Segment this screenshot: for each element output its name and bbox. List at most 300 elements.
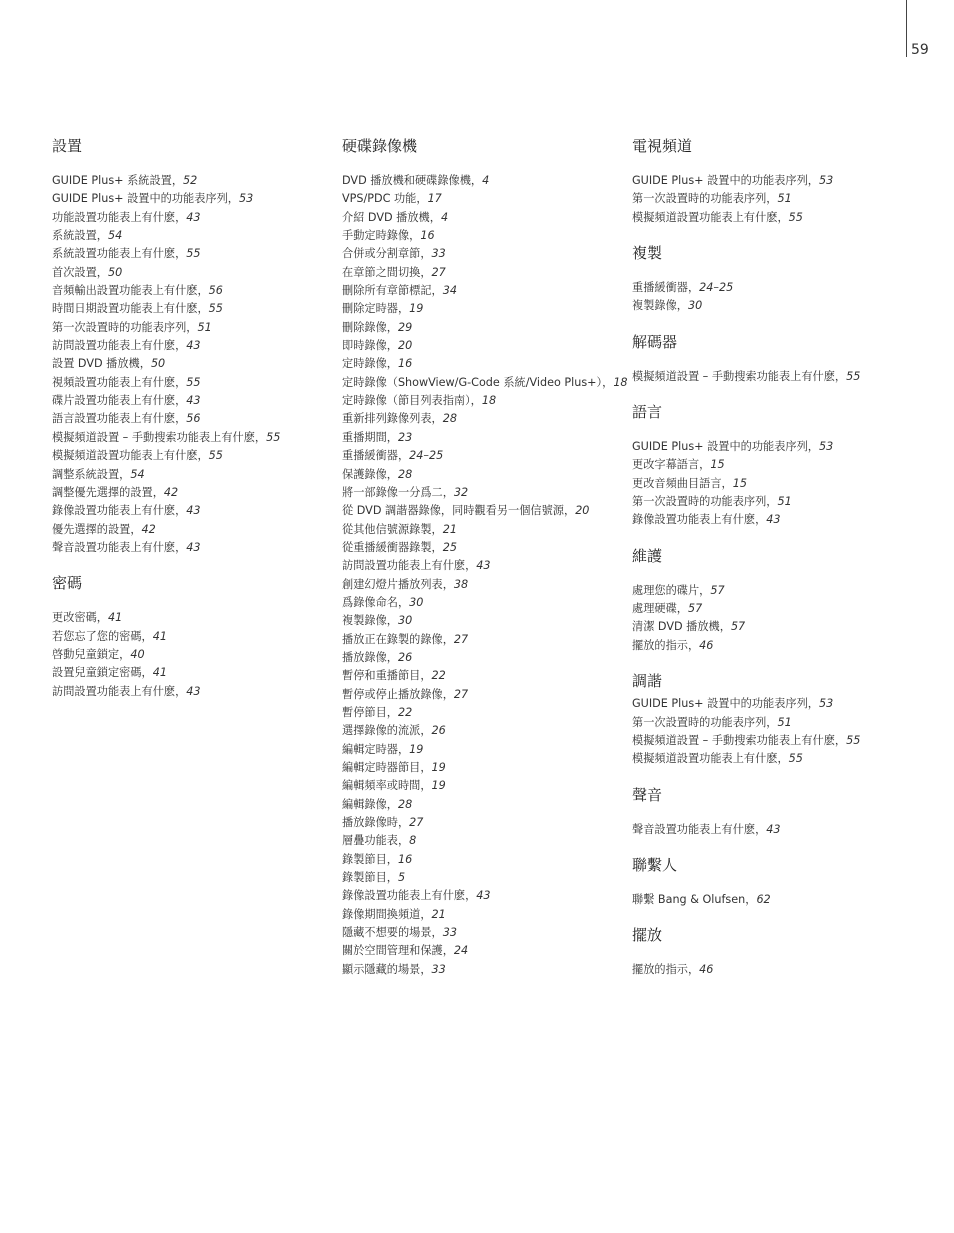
index-entry: [342, 942, 622, 960]
entry-text: 介紹 DVD 播放機，: [342, 210, 441, 224]
index-entry: [632, 297, 932, 315]
entry-page-ref: 55: [788, 752, 803, 766]
entry-text: 暫停和重播節目，: [342, 669, 432, 683]
entry-page-ref: 29: [397, 320, 413, 334]
entry-page-ref: 62: [756, 892, 771, 906]
index-entry: [632, 456, 932, 474]
entry-text: 複製錄像，: [632, 299, 688, 313]
entry-page-ref: 43: [186, 504, 201, 518]
entry-page-ref: 56: [186, 412, 201, 426]
index-entry: [52, 209, 332, 227]
entry-text: 語言設置功能表上有什麽，: [52, 412, 187, 426]
entry-page-ref: 20: [397, 339, 413, 353]
section-heading: 擺放: [632, 926, 663, 945]
index-entry: [632, 279, 932, 297]
entry-text: 模擬頻道設置 – 手動搜索功能表上有什麽，: [52, 430, 267, 444]
entry-page-ref: 26: [431, 724, 446, 738]
entry-text: 爲錄像命名，: [342, 595, 410, 609]
entry-text: 系統設置功能表上有什麽，: [52, 247, 187, 261]
entry-text: 第一次設置時的功能表序列，: [632, 495, 778, 509]
entry-page-ref: 20: [575, 504, 590, 518]
entry-list: [632, 961, 932, 979]
index-entry: [342, 576, 622, 594]
entry-text: 調整系統設置，: [52, 467, 131, 481]
index-entry: [342, 172, 622, 190]
entry-page-ref: 38: [453, 577, 469, 591]
index-entry: [342, 796, 622, 814]
index-entry: [342, 410, 622, 428]
entry-text: 擺放的指示，: [632, 963, 700, 977]
entry-text: GUIDE Plus+ 設置中的功能表序列，: [632, 174, 819, 187]
entry-text: 擺放的指示，: [632, 638, 700, 652]
index-entry: [342, 484, 622, 502]
entry-page-ref: 24: [453, 944, 469, 958]
index-entry: [52, 374, 332, 392]
index-entry: [52, 447, 332, 465]
index-entry: [52, 172, 332, 190]
entry-page-ref: 23: [397, 430, 413, 444]
entry-text: 從其他信號源錄製，: [342, 522, 443, 536]
entry-page-ref: 53: [818, 174, 834, 187]
entry-page-ref: 24–25: [409, 449, 444, 463]
index-entry: [342, 759, 622, 777]
entry-text: 編輯頻率或時間，: [342, 779, 432, 793]
entry-text: 處理您的碟片，: [632, 583, 711, 597]
index-entry: [342, 466, 622, 484]
index-entry: [342, 851, 622, 869]
index-entry: [52, 282, 332, 300]
entry-text: 定時錄像（節目列表指南），: [342, 394, 482, 408]
entry-page-ref: 46: [699, 638, 714, 652]
entry-text: GUIDE Plus+ 設置中的功能表序列，: [632, 440, 819, 454]
entry-page-ref: 15: [732, 476, 747, 490]
entry-page-ref: 33: [431, 247, 446, 261]
entry-text: 編輯錄像，: [342, 797, 398, 811]
entry-text: 第一次設置時的功能表序列，: [52, 320, 198, 334]
entry-page-ref: 43: [766, 513, 781, 527]
entry-page-ref: 19: [431, 761, 446, 774]
index-entry: [342, 190, 622, 208]
entry-page-ref: 30: [687, 299, 703, 313]
index-entry: [342, 741, 622, 759]
index-entry: [342, 557, 622, 575]
entry-page-ref: 51: [777, 192, 792, 206]
entry-text: 複製錄像，: [342, 614, 398, 628]
entry-text: 更改密碼，: [52, 611, 108, 625]
entry-text: 播放錄像，: [342, 650, 398, 664]
index-section: [632, 785, 932, 839]
entry-list: [52, 609, 332, 701]
entry-page-ref: 43: [186, 339, 201, 353]
entry-page-ref: 27: [409, 816, 424, 830]
entry-page-ref: 43: [476, 889, 491, 903]
entry-page-ref: 21: [442, 522, 457, 536]
entry-text: 選擇錄像的流派，: [342, 724, 432, 738]
index-entry: [342, 447, 622, 465]
index-entry: [632, 732, 932, 750]
entry-text: 刪除定時器，: [342, 302, 410, 316]
section-heading: 設置: [52, 137, 83, 155]
index-section: [632, 136, 932, 227]
index-section: [52, 136, 332, 557]
entry-text: 聲音設置功能表上有什麽，: [632, 822, 767, 836]
entry-list: [632, 695, 932, 768]
entry-text: 在章節之間切換，: [342, 265, 432, 279]
entry-page-ref: 55: [208, 449, 223, 463]
entry-page-ref: 42: [163, 485, 179, 499]
entry-text: 錄像設置功能表上有什麽，: [632, 513, 767, 527]
index-entry: [632, 172, 932, 190]
entry-text: 重新排列錄像列表，: [342, 412, 443, 426]
entry-text: GUIDE Plus+ 設置中的功能表序列，: [52, 192, 239, 206]
page-corner-rule: [906, 0, 907, 57]
index-section: [632, 855, 932, 909]
entry-text: 更改字幕語言，: [632, 458, 711, 472]
entry-page-ref: 54: [130, 467, 145, 481]
section-heading: 複製: [632, 244, 663, 263]
entry-text: 從 DVD 調諧器錄像，同時觀看另一個信號源，: [342, 504, 576, 518]
entry-text: 設置 DVD 播放機，: [52, 357, 151, 371]
index-entry: [342, 227, 622, 245]
entry-text: 暫停節目，: [342, 705, 398, 719]
index-entry: [52, 190, 332, 208]
entry-page-ref: 55: [266, 430, 281, 444]
index-entry: [342, 429, 622, 447]
entry-page-ref: 24–25: [699, 281, 734, 295]
index-entry: [52, 539, 332, 557]
index-section: [52, 573, 332, 701]
entry-page-ref: 57: [730, 620, 746, 634]
index-entry: [342, 869, 622, 887]
entry-text: 第一次設置時的功能表序列，: [632, 192, 778, 206]
index-entry: [342, 924, 622, 942]
entry-text: 從重播緩衝器錄製，: [342, 540, 443, 554]
entry-page-ref: 19: [409, 302, 424, 316]
entry-page-ref: 30: [397, 614, 413, 628]
entry-text: 系統設置，: [52, 229, 108, 243]
index-entry: [52, 410, 332, 428]
entry-page-ref: 28: [442, 412, 457, 426]
section-heading: 硬碟錄像機: [342, 137, 418, 155]
index-entry: [342, 814, 622, 832]
entry-page-ref: 43: [186, 684, 201, 698]
entry-page-ref: 18: [481, 394, 497, 408]
entry-page-ref: 41: [152, 666, 167, 680]
entry-page-ref: 19: [431, 779, 446, 793]
index-section: [632, 671, 932, 768]
entry-text: 重播緩衝器，: [632, 281, 700, 295]
entry-list: [632, 368, 932, 386]
index-entry: [52, 683, 332, 701]
entry-text: 顯示隱藏的場景，: [342, 962, 432, 976]
index-entry: [632, 695, 932, 713]
index-entry: [342, 374, 628, 392]
section-heading: 維護: [632, 546, 663, 565]
index-section: [632, 546, 932, 655]
entry-page-ref: 50: [107, 265, 123, 279]
index-section: [342, 136, 628, 979]
entry-text: DVD 播放機和硬碟錄像機，: [342, 174, 483, 187]
entry-text: 即時錄像，: [342, 339, 398, 353]
entry-text: 創建幻燈片播放列表，: [342, 577, 454, 591]
entry-page-ref: 19: [409, 742, 424, 756]
entry-page-ref: 55: [208, 302, 223, 316]
index-column-3: [632, 136, 932, 996]
index-entry: [52, 245, 332, 263]
index-entry: [632, 511, 932, 529]
entry-text: 層疊功能表，: [342, 834, 410, 848]
entry-text: 處理硬碟，: [632, 602, 688, 616]
entry-text: 更改音頻曲目語言，: [632, 476, 733, 490]
entry-text: 重播緩衝器，: [342, 449, 410, 463]
entry-text: 功能設置功能表上有什麽，: [52, 210, 187, 224]
index-entry: [342, 300, 622, 318]
entry-page-ref: 28: [397, 467, 413, 481]
index-entry: [342, 722, 622, 740]
entry-page-ref: 51: [777, 495, 792, 509]
index-entry: [52, 429, 332, 447]
entry-text: 模擬頻道設置功能表上有什麽，: [632, 210, 789, 224]
entry-text: 關於空間管理和保護，: [342, 944, 454, 958]
entry-page-ref: 53: [818, 697, 834, 711]
entry-page-ref: 41: [152, 629, 167, 643]
entry-text: 優先選擇的設置，: [52, 522, 142, 536]
entry-page-ref: 18: [613, 375, 628, 389]
index-entry: [632, 714, 932, 732]
entry-page-ref: 22: [431, 669, 446, 683]
entry-list: [632, 172, 932, 227]
entry-text: 定時錄像（ShowView/G-Code 系統/Video Plus+），: [342, 375, 614, 389]
entry-page-ref: 46: [699, 963, 714, 977]
index-entry: [632, 493, 932, 511]
entry-text: 重播期間，: [342, 430, 398, 444]
entry-page-ref: 27: [453, 687, 469, 701]
entry-text: 碟片設置功能表上有什麽，: [52, 394, 187, 408]
entry-page-ref: 16: [420, 229, 435, 243]
entry-text: 訪問設置功能表上有什麽，: [52, 339, 187, 353]
entry-page-ref: 50: [150, 357, 166, 371]
page-number: 59: [911, 42, 929, 58]
index-entry: [632, 190, 932, 208]
index-entry: [342, 887, 622, 905]
index-entry: [52, 227, 332, 245]
entry-page-ref: 43: [476, 559, 491, 573]
entry-text: 刪除所有章節標記，: [342, 284, 443, 298]
entry-text: 設置兒童鎖定密碼，: [52, 666, 153, 680]
entry-text: 模擬頻道設置 – 手動搜索功能表上有什麽，: [632, 369, 847, 383]
entry-page-ref: 15: [710, 458, 725, 472]
index-entry: [632, 438, 932, 456]
index-entry: [342, 264, 622, 282]
section-heading: 解碼器: [632, 332, 678, 351]
entry-text: 錄像設置功能表上有什麽，: [52, 504, 187, 518]
index-entry: [52, 502, 332, 520]
index-column-2: [342, 136, 628, 995]
index-entry: [52, 392, 332, 410]
entry-page-ref: 30: [409, 595, 424, 609]
index-section: [632, 243, 932, 316]
index-entry: [342, 594, 622, 612]
entry-text: 定時錄像，: [342, 357, 398, 371]
entry-page-ref: 51: [197, 320, 212, 334]
entry-page-ref: 21: [431, 907, 446, 921]
entry-page-ref: 43: [766, 822, 781, 836]
entry-page-ref: 34: [442, 284, 457, 298]
index-section: [632, 925, 932, 979]
entry-page-ref: 8: [409, 834, 417, 848]
entry-page-ref: 55: [788, 210, 803, 224]
index-entry: [52, 646, 332, 664]
index-entry: [342, 539, 622, 557]
entry-text: 播放錄像時，: [342, 816, 410, 830]
entry-page-ref: 53: [818, 440, 834, 454]
entry-page-ref: 43: [186, 394, 201, 408]
entry-page-ref: 33: [442, 926, 457, 940]
entry-text: 第一次設置時的功能表序列，: [632, 715, 778, 729]
entry-page-ref: 40: [130, 647, 145, 661]
entry-page-ref: 26: [397, 650, 413, 664]
section-heading: 聲音: [632, 785, 663, 804]
entry-page-ref: 27: [431, 265, 446, 279]
index-entry: [342, 319, 622, 337]
entry-text: 首次設置，: [52, 265, 108, 279]
entry-text: 清潔 DVD 播放機，: [632, 620, 731, 634]
entry-page-ref: 25: [442, 540, 457, 554]
index-entry: [342, 704, 622, 722]
index-entry: [342, 649, 622, 667]
entry-list: [632, 582, 932, 655]
index-entry: [342, 502, 622, 520]
entry-page-ref: 55: [846, 369, 861, 383]
entry-text: 模擬頻道設置功能表上有什麽，: [52, 449, 209, 463]
entry-text: 隱藏不想要的場景，: [342, 926, 443, 940]
entry-text: GUIDE Plus+ 設置中的功能表序列，: [632, 697, 819, 711]
entry-text: 視頻設置功能表上有什麽，: [52, 375, 187, 389]
index-entry: [52, 484, 332, 502]
index-entry: [52, 264, 332, 282]
entry-page-ref: 52: [183, 174, 198, 187]
index-entry: [632, 600, 932, 618]
entry-page-ref: 22: [397, 705, 413, 719]
index-entry: [632, 891, 932, 909]
entry-text: 錄像設置功能表上有什麽，: [342, 889, 477, 903]
index-entry: [632, 750, 932, 768]
entry-text: 模擬頻道設置功能表上有什麽，: [632, 752, 789, 766]
section-heading: 密碼: [52, 574, 83, 593]
index-entry: [342, 282, 622, 300]
index-entry: [342, 832, 622, 850]
section-heading: 電視頻道: [632, 137, 693, 155]
entry-page-ref: 57: [687, 602, 703, 616]
entry-text: 編輯定時器節目，: [342, 761, 432, 774]
entry-page-ref: 51: [777, 715, 792, 729]
index-entry: [342, 686, 622, 704]
entry-page-ref: 43: [186, 210, 201, 224]
index-entry: [52, 466, 332, 484]
entry-page-ref: 56: [208, 284, 223, 298]
entry-text: 手動定時錄像，: [342, 229, 421, 243]
index-entry: [52, 628, 332, 646]
index-entry: [52, 337, 332, 355]
index-entry: [342, 392, 622, 410]
index-entry: [632, 961, 932, 979]
index-entry: [342, 906, 622, 924]
entry-text: 合併或分割章節，: [342, 247, 432, 261]
index-entry: [632, 637, 932, 655]
entry-text: 將一部錄像一分爲二，: [342, 485, 454, 499]
entry-page-ref: 41: [107, 611, 123, 625]
entry-page-ref: 4: [440, 210, 449, 224]
entry-page-ref: 28: [397, 797, 413, 811]
index-column-1: [52, 136, 332, 717]
index-entry: [52, 664, 332, 682]
index-entry: [632, 368, 932, 386]
entry-text: 訪問設置功能表上有什麽，: [342, 559, 477, 573]
entry-text: 刪除錄像，: [342, 320, 398, 334]
entry-list: [632, 438, 932, 530]
index-entry: [52, 319, 332, 337]
index-section: [632, 402, 932, 530]
index-entry: [342, 667, 622, 685]
entry-page-ref: 57: [710, 583, 725, 597]
entry-list: [632, 279, 932, 316]
entry-text: VPS/PDC 功能，: [342, 192, 428, 206]
entry-text: 聯繫 Bang & Olufsen，: [632, 892, 757, 906]
index-entry: [52, 609, 332, 627]
entry-text: 訪問設置功能表上有什麽，: [52, 684, 187, 698]
entry-list: [52, 172, 332, 557]
entry-page-ref: 55: [186, 375, 201, 389]
index-entry: [632, 582, 932, 600]
index-entry: [342, 209, 622, 227]
entry-page-ref: 54: [107, 229, 123, 243]
entry-page-ref: 55: [186, 247, 201, 261]
index-entry: [632, 475, 932, 493]
entry-page-ref: 16: [397, 357, 413, 371]
entry-page-ref: 33: [431, 962, 446, 976]
entry-text: GUIDE Plus+ 系統設置，: [52, 174, 184, 187]
entry-text: 調整優先選擇的設置，: [52, 485, 164, 499]
entry-page-ref: 5: [397, 871, 406, 885]
section-heading: 調諧: [632, 672, 663, 691]
index-entry: [342, 337, 622, 355]
entry-list: [632, 891, 932, 909]
entry-text: 音頻輸出設置功能表上有什麽，: [52, 284, 209, 298]
section-heading: 語言: [632, 403, 663, 422]
entry-text: 時間日期設置功能表上有什麽，: [52, 302, 209, 316]
entry-text: 錄製節目，: [342, 852, 398, 866]
index-entry: [342, 355, 622, 373]
entry-text: 錄製節目，: [342, 871, 398, 885]
entry-page-ref: 16: [397, 852, 413, 866]
entry-text: 錄像期間換頻道，: [342, 907, 432, 921]
index-section: [632, 332, 932, 386]
section-heading: 聯繫人: [632, 855, 678, 874]
index-entry: [632, 618, 932, 636]
index-entry: [632, 209, 932, 227]
entry-text: 編輯定時器，: [342, 742, 410, 756]
index-entry: [632, 821, 932, 839]
entry-page-ref: 27: [453, 632, 469, 646]
entry-text: 啓動兒童鎖定，: [52, 647, 131, 661]
entry-text: 聲音設置功能表上有什麽，: [52, 540, 187, 554]
entry-page-ref: 17: [427, 192, 442, 206]
entry-text: 若您忘了您的密碼，: [52, 629, 153, 643]
entry-page-ref: 43: [186, 540, 201, 554]
entry-list: [632, 821, 932, 839]
index-entry: [52, 521, 332, 539]
index-entry: [342, 961, 622, 979]
